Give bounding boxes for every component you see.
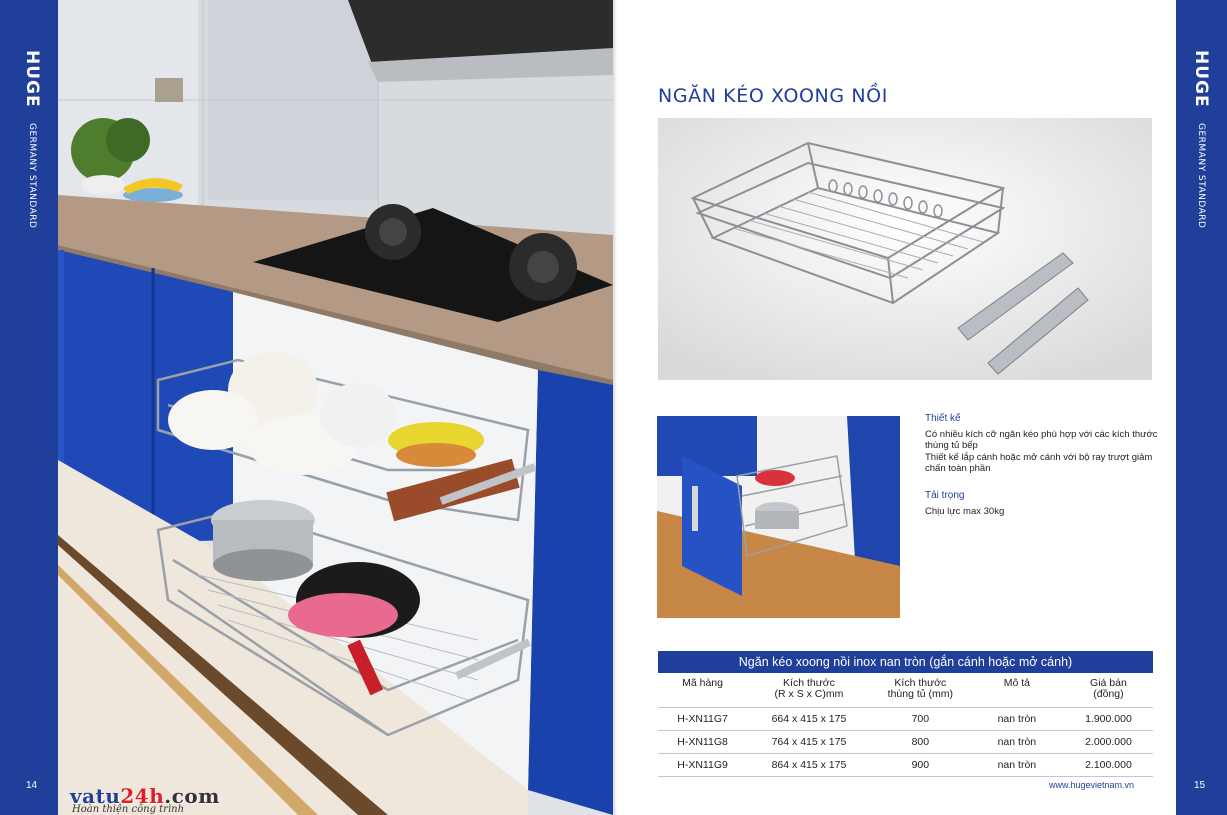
cell-price: 2.100.000 bbox=[1064, 754, 1153, 777]
design-line-2: Thiết kế lắp cánh hoặc mở cánh với bộ ray trượt giảm chấn toàn phần bbox=[925, 451, 1153, 474]
brand-vertical bbox=[1191, 50, 1211, 228]
cell-cabinet-size: 700 bbox=[871, 708, 970, 731]
right-brand-bar bbox=[1176, 0, 1227, 815]
price-table bbox=[658, 651, 1153, 777]
table-row bbox=[658, 708, 1153, 731]
cell-cabinet-size: 800 bbox=[871, 731, 970, 754]
detail-photo bbox=[657, 416, 900, 618]
cell-description: nan tròn bbox=[970, 708, 1064, 731]
product-photo bbox=[658, 118, 1152, 380]
load-heading: Tải trọng bbox=[925, 490, 965, 501]
brand-logo: HUGE bbox=[1191, 50, 1211, 108]
cell-size: 764 x 415 x 175 bbox=[747, 731, 871, 754]
table-title: Ngăn kéo xoong nồi inox nan tròn (gắn cánh hoặc mở cánh) bbox=[658, 651, 1153, 673]
cell-code: H-XN11G7 bbox=[658, 708, 747, 731]
header-description: Mô tả bbox=[1003, 677, 1030, 689]
left-brand-bar bbox=[0, 0, 58, 815]
brand-tagline: GERMANY STANDARD bbox=[27, 122, 37, 229]
cell-price: 2.000.000 bbox=[1064, 731, 1153, 754]
load-text: Chịu lực max 30kg bbox=[925, 505, 1005, 517]
kitchen-photo bbox=[58, 0, 613, 815]
design-heading: Thiết kế bbox=[925, 413, 961, 424]
price-table-grid bbox=[658, 673, 1153, 777]
table-row bbox=[658, 754, 1153, 777]
watermark-subtitle: Hoàn thiện công trình bbox=[72, 804, 185, 815]
website-link[interactable]: www.hugevietnam.vn bbox=[1049, 780, 1135, 790]
page-spine bbox=[613, 0, 617, 815]
brand-vertical bbox=[22, 50, 42, 228]
brand-logo: HUGE bbox=[22, 50, 42, 108]
table-row bbox=[658, 731, 1153, 754]
cell-cabinet-size: 900 bbox=[871, 754, 970, 777]
design-line-1: Có nhiều kích cỡ ngăn kéo phù hợp với các kích thước thùng tủ bếp bbox=[925, 428, 1158, 451]
watermark-main: vatu24h.com bbox=[70, 784, 220, 808]
page-number-left: 14 bbox=[26, 780, 38, 791]
cell-price: 1.900.000 bbox=[1064, 708, 1153, 731]
page-title: NGĂN KÉO XOONG NỒI bbox=[658, 85, 888, 107]
cell-code: H-XN11G8 bbox=[658, 731, 747, 754]
cell-size: 664 x 415 x 175 bbox=[747, 708, 871, 731]
header-price: Giá bán (đồng) bbox=[1090, 677, 1127, 700]
cell-description: nan tròn bbox=[970, 731, 1064, 754]
header-cabinet-size: Kích thước thùng tủ (mm) bbox=[887, 677, 954, 700]
header-code: Mã hàng bbox=[682, 677, 723, 689]
brand-tagline: GERMANY STANDARD bbox=[1196, 122, 1206, 229]
cell-description: nan tròn bbox=[970, 754, 1064, 777]
page-number-right: 15 bbox=[1194, 780, 1206, 791]
table-header-row bbox=[658, 673, 1153, 708]
load-section bbox=[925, 490, 1160, 517]
cell-code: H-XN11G9 bbox=[658, 754, 747, 777]
cell-size: 864 x 415 x 175 bbox=[747, 754, 871, 777]
header-size: Kích thước (R x S x C)mm bbox=[774, 677, 844, 700]
watermark-logo bbox=[70, 784, 220, 815]
design-section bbox=[925, 413, 1160, 475]
